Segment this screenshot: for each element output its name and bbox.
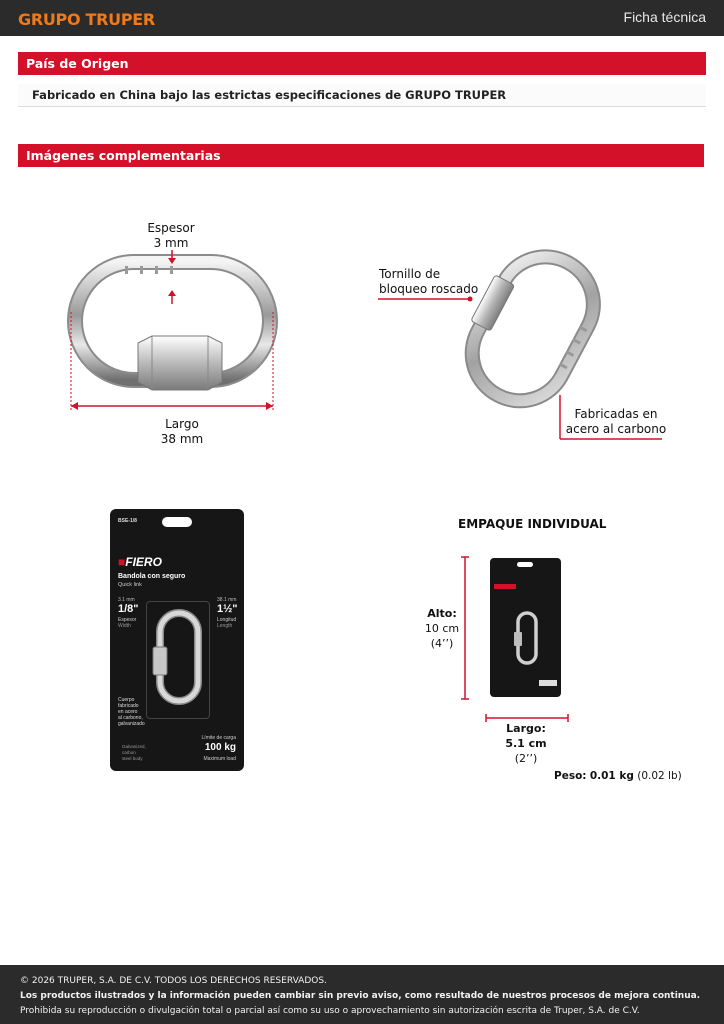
origin-text: Fabricado en China bajo las estrictas especificaciones de GRUPO TRUPER — [18, 84, 706, 107]
length-label: Largo — [165, 417, 199, 431]
package-width-in: 1/8" — [118, 603, 139, 615]
body-es-line: galvanizado — [118, 721, 145, 727]
length-dimension-line — [68, 312, 278, 412]
quick-link-feature-illustration — [440, 245, 630, 415]
package-name-en: Quick link — [118, 582, 142, 588]
images-section-heading: Imágenes complementarias — [18, 144, 704, 167]
screw-label-line-1: Tornillo de — [379, 267, 441, 281]
package-length-in: 1½" — [217, 603, 238, 615]
package-load-en: Maximum load — [203, 756, 236, 762]
thickness-value: 3 mm — [153, 236, 189, 250]
package-length-mm: 38.1 mm — [217, 597, 237, 603]
weight-kg: 0.01 kg — [589, 770, 634, 782]
weight-label: Peso: — [554, 770, 587, 782]
weight-lb: (0.02 lb) — [637, 770, 682, 782]
thickness-label: Espesor — [147, 221, 195, 235]
body-es-line: en acero — [118, 709, 138, 715]
weight-line — [554, 769, 682, 784]
thickness-arrows — [165, 250, 179, 304]
thumb-brand-block — [494, 584, 516, 589]
hang-hole — [162, 517, 192, 527]
package-product-image — [150, 609, 208, 707]
package-body-en — [122, 744, 146, 762]
brand-logo: GRUPO TRUPER — [18, 10, 155, 29]
footer — [0, 965, 724, 1024]
material-label-line-2: acero al carbono — [565, 422, 667, 436]
retail-package-card — [110, 509, 244, 771]
origin-section-heading: País de Origen — [18, 52, 706, 75]
package-load-value: 100 kg — [204, 742, 236, 753]
individual-package-heading: EMPAQUE INDIVIDUAL — [458, 517, 607, 531]
length-cm: 5.1 cm — [505, 737, 547, 750]
body-en-line: steel body — [122, 756, 143, 761]
screw-label-line-2: bloqueo roscado — [379, 282, 479, 296]
body-en-line: Galvanized, — [122, 744, 146, 749]
footer-notice: Los productos ilustrados y la información pueden cambiar sin previo aviso, como resultado de nuestros procesos de mejora continua. — [20, 991, 701, 1001]
body-es-line: Cuerpo — [118, 697, 135, 703]
package-brand: ■FIERO — [118, 555, 162, 569]
body-es-line: al carbono, — [118, 715, 143, 721]
length-label: Largo: — [506, 722, 546, 735]
thumb-product-image — [512, 610, 542, 666]
height-cm: 10 cm — [424, 622, 460, 635]
package-length-es: Longitud — [217, 617, 237, 623]
thumb-load-block — [539, 680, 557, 686]
footer-copyright: © 2026 TRUPER, S.A. DE C.V. TODOS LOS DERECHOS RESERVADOS. — [20, 976, 327, 986]
package-body-es — [118, 697, 145, 727]
length-in: (2’’) — [514, 752, 538, 765]
individual-package-thumbnail — [490, 558, 561, 697]
package-width-en: Width — [118, 623, 131, 629]
package-name: Bandola con seguro — [118, 573, 186, 580]
length-value: 38 mm — [160, 432, 204, 446]
package-width-mm: 3.1 mm — [118, 597, 135, 603]
height-label: Alto: — [427, 607, 457, 620]
package-length-en: Length — [217, 623, 233, 629]
height-in: (4’’) — [430, 637, 454, 650]
package-code: BSE-1/8 — [118, 518, 137, 524]
material-label-line-1: Fabricadas en — [574, 407, 658, 421]
body-es-line: fabricado — [118, 703, 139, 709]
body-en-line: carbon — [122, 750, 136, 755]
package-width-es: Espesor — [118, 617, 137, 623]
footer-prohibition: Prohibida su reproducción o divulgación total o parcial así como su uso o aprovechamiento sin autorización escrita de Truper, S.A. de C.V. — [20, 1006, 640, 1016]
thumb-hang-hole — [517, 562, 533, 567]
document-title: Ficha técnica — [623, 9, 706, 25]
top-bar — [0, 0, 724, 36]
package-brand-text: FIERO — [125, 555, 162, 569]
package-load-es: Límite de carga — [201, 735, 236, 741]
